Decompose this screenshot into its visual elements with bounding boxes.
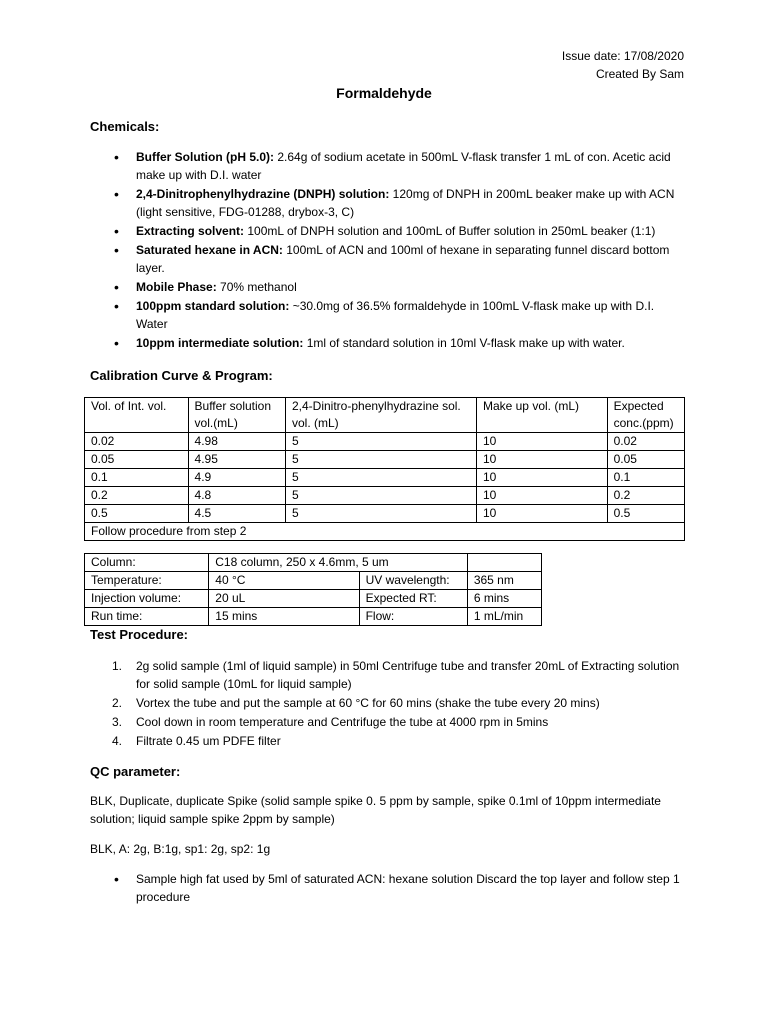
procedure-step <box>90 694 686 712</box>
injection-label: Injection volume: <box>85 590 209 608</box>
chemical-item <box>90 278 686 296</box>
uv-label: UV wavelength: <box>359 572 467 590</box>
uv-value: 365 nm <box>467 572 541 590</box>
hplc-conditions-table <box>84 553 542 626</box>
table-cell: 5 <box>286 433 477 451</box>
table-cell: 0.1 <box>607 469 684 487</box>
table-row <box>85 572 542 590</box>
table-cell: 0.2 <box>607 487 684 505</box>
table-footer-row <box>85 523 685 541</box>
table-cell: 10 <box>476 451 607 469</box>
column-header: Vol. of Int. vol. <box>85 398 189 433</box>
chemical-text: 100mL of ACN and 100ml of hexane in separating funnel discard bottom layer. <box>136 243 670 275</box>
column-header: Expected conc.(ppm) <box>607 398 684 433</box>
calibration-table <box>84 397 685 541</box>
table-cell: 0.05 <box>607 451 684 469</box>
table-row <box>85 469 685 487</box>
table-cell: 4.8 <box>188 487 285 505</box>
bullet-icon: • <box>114 871 119 887</box>
test-procedure-heading: Test Procedure: <box>90 627 189 642</box>
table-row <box>85 505 685 523</box>
bullet-icon: • <box>114 223 119 239</box>
chemical-text: ~30.0mg of 36.5% formaldehyde in 100mL V-flask make up with D.I. Water <box>136 299 655 331</box>
document-title: Formaldehyde <box>336 85 432 101</box>
table-cell: 4.95 <box>188 451 285 469</box>
table-cell: 4.9 <box>188 469 285 487</box>
table-row <box>85 433 685 451</box>
table-cell: 5 <box>286 505 477 523</box>
step-number: 1. <box>112 659 123 673</box>
chemical-item <box>90 334 686 352</box>
table-cell: 5 <box>286 469 477 487</box>
bullet-icon: • <box>114 242 119 258</box>
chemical-item <box>90 148 686 184</box>
bullet-icon: • <box>114 335 119 351</box>
chemical-text: 1ml of standard solution in 10ml V-flask make up with water. <box>303 336 625 350</box>
document-header <box>562 47 684 83</box>
table-cell: 5 <box>286 451 477 469</box>
step-text: 2g solid sample (1ml of liquid sample) in 50ml Centrifuge tube and transfer 20mL of Extracting solution for solid sample (10mL for liquid sample) <box>136 659 680 691</box>
table-cell: 4.98 <box>188 433 285 451</box>
qc-paragraph: BLK, Duplicate, duplicate Spike (solid sample spike 0. 5 ppm by sample, spike 0.1ml of 10ppm intermediate solution; liquid sample spike 2ppm by sample) <box>90 794 661 826</box>
procedure-step <box>90 732 686 750</box>
chemical-text: 70% methanol <box>216 280 297 294</box>
chemical-text: 120mg of DNPH in 200mL beaker make up with ACN (light sensitive, FDG-01288, drybox-3, C) <box>136 187 675 219</box>
runtime-value: 15 mins <box>209 608 359 626</box>
table-cell: 0.1 <box>85 469 189 487</box>
chemical-item <box>90 297 686 333</box>
calibration-heading: Calibration Curve & Program: <box>90 368 273 383</box>
chemical-label: 2,4-Dinitrophenylhydrazine (DNPH) solution: <box>136 187 390 201</box>
temperature-label: Temperature: <box>85 572 209 590</box>
chemical-label: Saturated hexane in ACN: <box>136 243 283 257</box>
chemical-item <box>90 241 686 277</box>
bullet-icon: • <box>114 298 119 314</box>
step-text: Cool down in room temperature and Centrifuge the tube at 4000 rpm in 5mins <box>136 715 549 729</box>
table-cell: 10 <box>476 469 607 487</box>
bullet-icon: • <box>114 279 119 295</box>
chemical-label: 10ppm intermediate solution: <box>136 336 304 350</box>
flow-value: 1 mL/min <box>467 608 541 626</box>
chemical-label: Buffer Solution (pH 5.0): <box>136 150 274 164</box>
table-cell: 0.02 <box>607 433 684 451</box>
table-cell: 0.5 <box>607 505 684 523</box>
chemicals-list <box>90 148 686 353</box>
bullet-icon: • <box>114 149 119 165</box>
column-value: C18 column, 250 x 4.6mm, 5 um <box>209 554 468 572</box>
step-text: Filtrate 0.45 um PDFE filter <box>136 734 281 748</box>
qc-sample-list: BLK, A: 2g, B:1g, sp1: 2g, sp2: 1g <box>90 842 271 856</box>
empty-cell <box>467 554 541 572</box>
chemical-text: 100mL of DNPH solution and 100mL of Buffer solution in 250mL beaker (1:1) <box>244 224 656 238</box>
column-header: Make up vol. (mL) <box>476 398 607 433</box>
created-by: Created By Sam <box>595 67 684 81</box>
temperature-value: 40 °C <box>209 572 359 590</box>
table-row <box>85 590 542 608</box>
table-header-row <box>85 398 685 433</box>
table-row <box>85 451 685 469</box>
chemical-item <box>90 185 686 221</box>
table-footer: Follow procedure from step 2 <box>85 523 685 541</box>
chemical-label: Mobile Phase: <box>136 280 217 294</box>
column-label: Column: <box>85 554 209 572</box>
rt-value: 6 mins <box>467 590 541 608</box>
chemical-item <box>90 222 686 240</box>
qc-bullet-item <box>90 870 686 906</box>
bullet-icon: • <box>114 186 119 202</box>
chemical-label: Extracting solvent: <box>136 224 245 238</box>
table-row <box>85 554 542 572</box>
qc-bullet-text: Sample high fat used by 5ml of saturated ACN: hexane solution Discard the top layer and follow step 1 procedure <box>136 872 680 904</box>
table-cell: 4.5 <box>188 505 285 523</box>
flow-label: Flow: <box>359 608 467 626</box>
runtime-label: Run time: <box>85 608 209 626</box>
table-cell: 5 <box>286 487 477 505</box>
step-number: 2. <box>112 696 123 710</box>
injection-value: 20 uL <box>209 590 359 608</box>
table-cell: 10 <box>476 433 607 451</box>
issue-date: Issue date: 17/08/2020 <box>561 49 684 63</box>
table-cell: 0.05 <box>85 451 189 469</box>
table-cell: 10 <box>476 505 607 523</box>
procedure-step <box>90 657 686 693</box>
table-cell: 0.02 <box>85 433 189 451</box>
rt-label: Expected RT: <box>359 590 467 608</box>
qc-heading: QC parameter: <box>90 764 181 779</box>
chemical-text: 2.64g of sodium acetate in 500mL V-flask transfer 1 mL of con. Acetic acid make up with D.I. water <box>136 150 671 182</box>
qc-bullet-list <box>90 870 686 907</box>
table-row <box>85 487 685 505</box>
table-row <box>85 608 542 626</box>
test-procedure-steps <box>90 657 686 751</box>
table-cell: 0.5 <box>85 505 189 523</box>
step-number: 3. <box>112 715 123 729</box>
procedure-step <box>90 713 686 731</box>
chemical-label: 100ppm standard solution: <box>136 299 290 313</box>
table-cell: 0.2 <box>85 487 189 505</box>
step-number: 4. <box>112 734 123 748</box>
table-cell: 10 <box>476 487 607 505</box>
chemicals-heading: Chemicals: <box>90 119 160 134</box>
step-text: Vortex the tube and put the sample at 60 °C for 60 mins (shake the tube every 20 mins) <box>136 696 600 710</box>
column-header: Buffer solution vol.(mL) <box>188 398 285 433</box>
column-header: 2,4-Dinitro-phenylhydrazine sol. vol. (mL) <box>286 398 477 433</box>
